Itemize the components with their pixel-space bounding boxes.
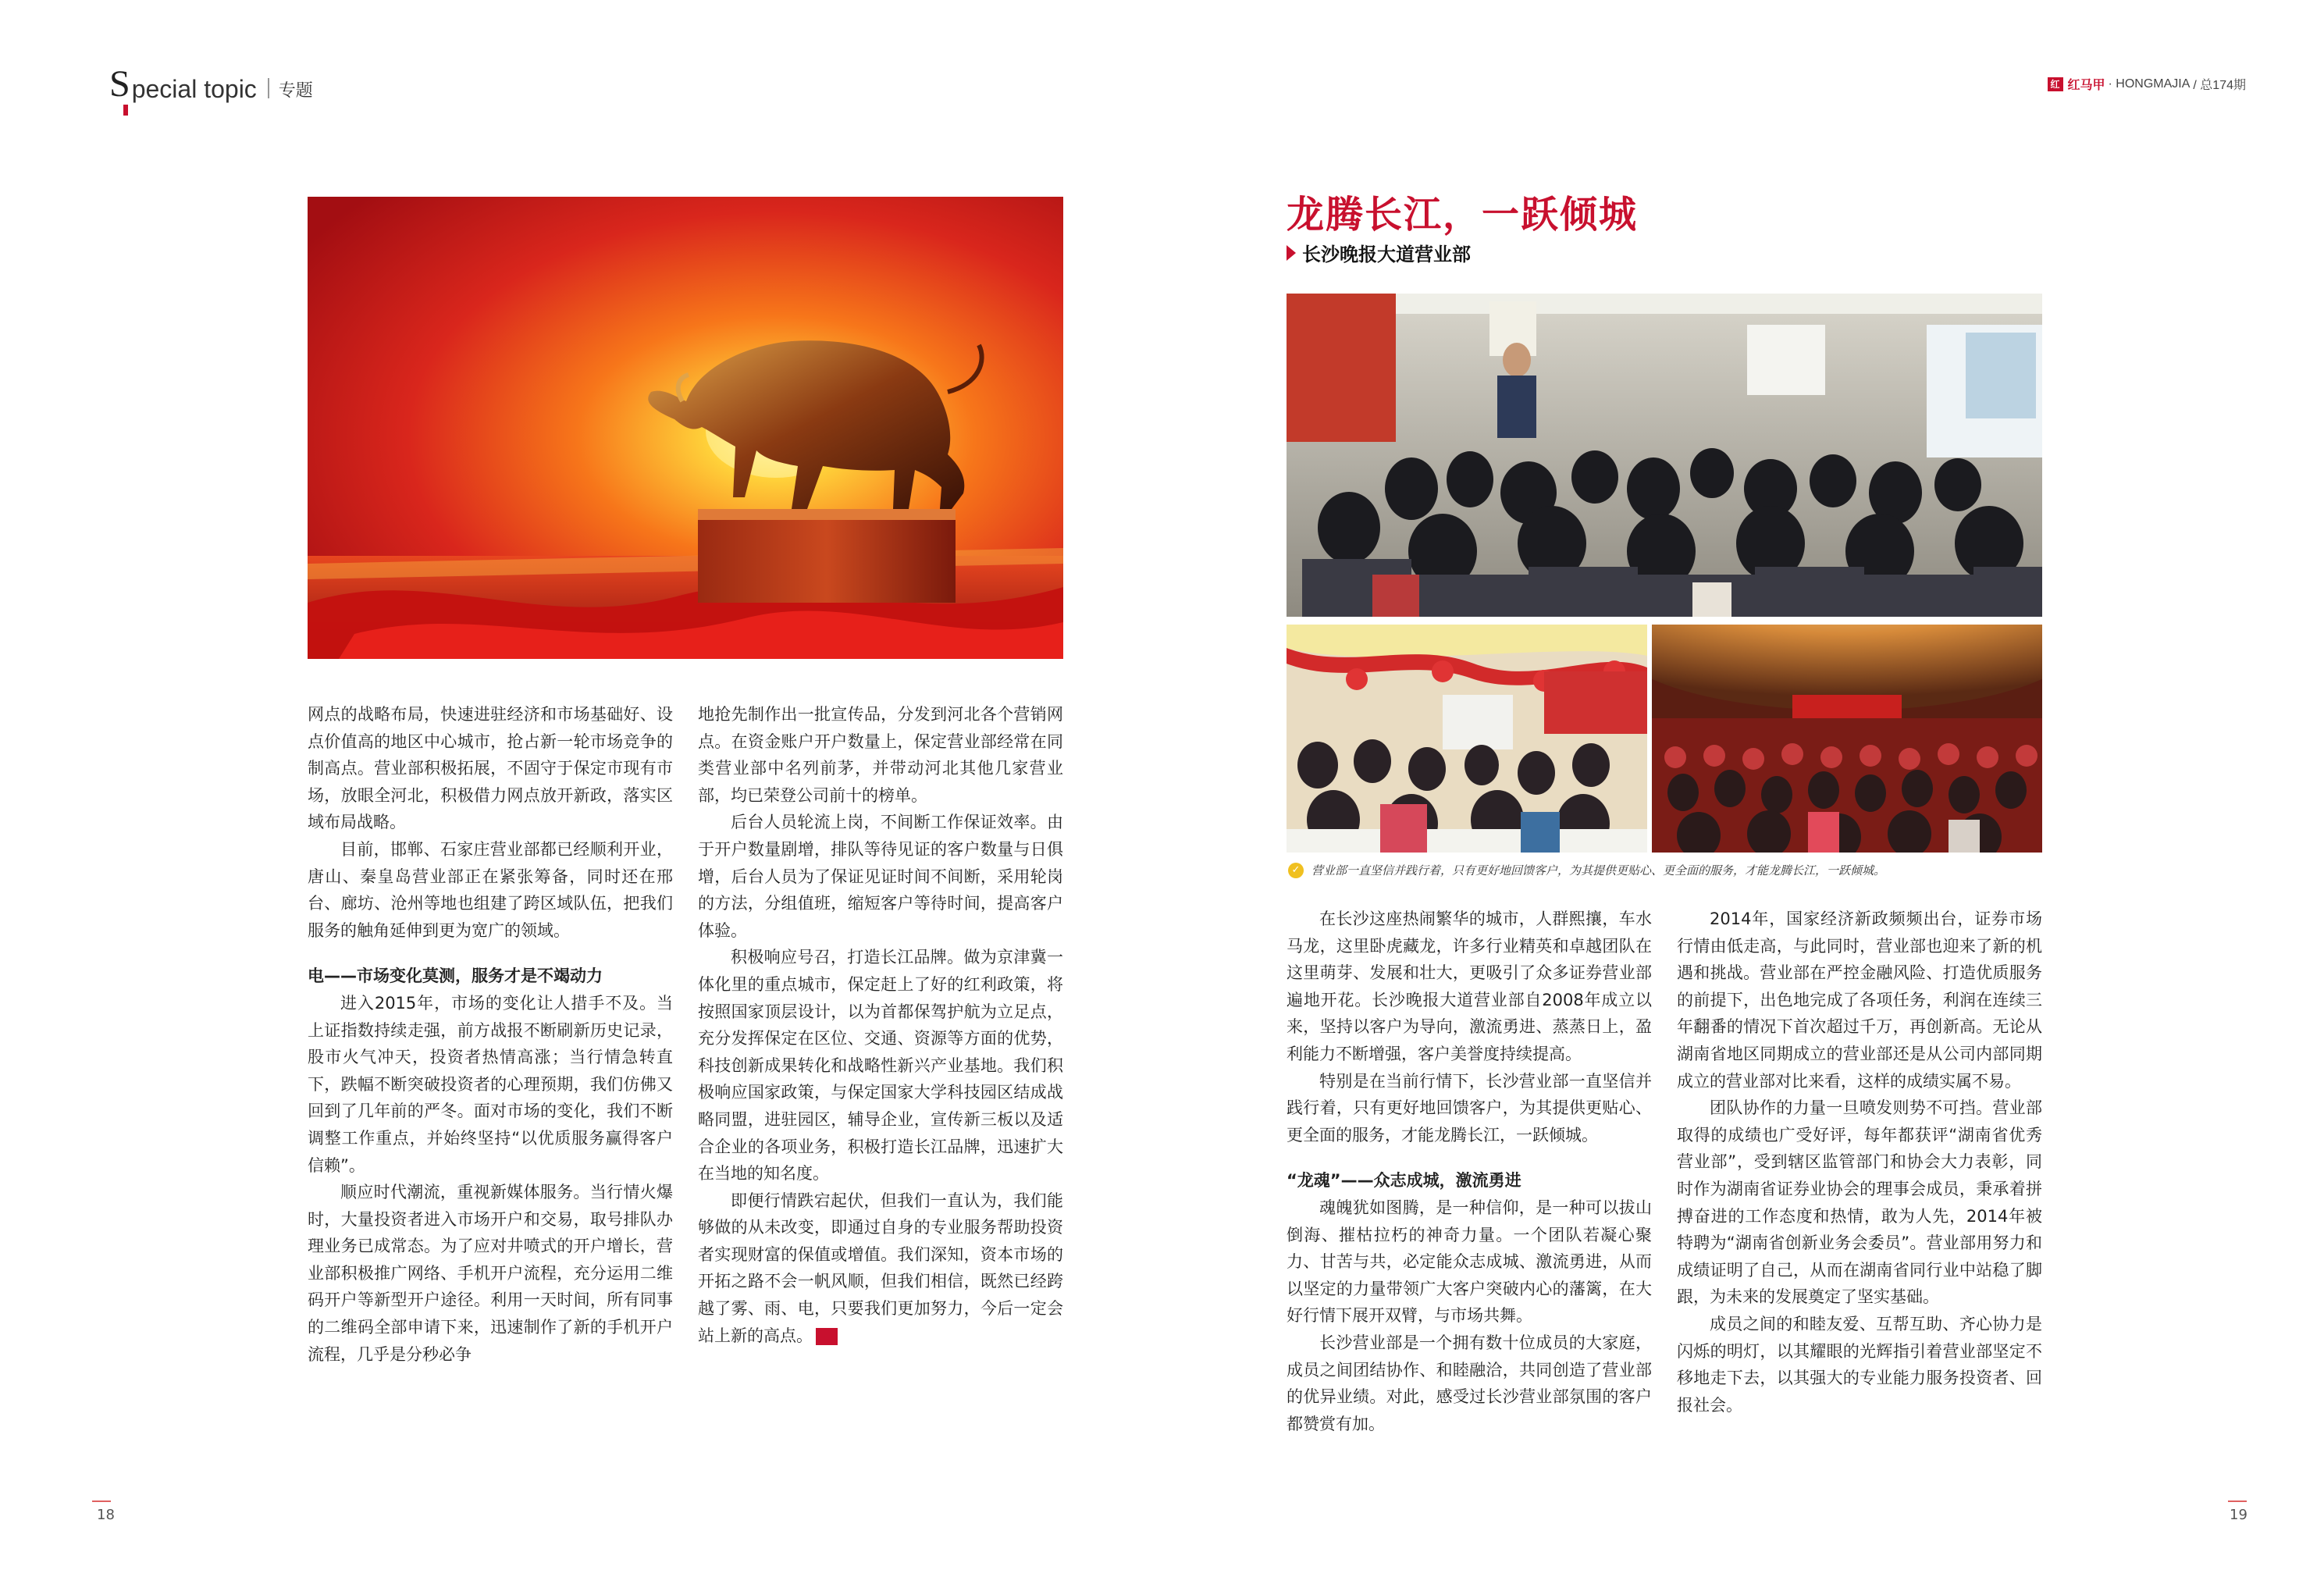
meeting-photo-large xyxy=(1287,294,2042,617)
caption-bullet-icon: ✓ xyxy=(1288,863,1304,878)
red-tick-mark xyxy=(123,105,128,116)
section-header xyxy=(109,56,313,103)
event-hall-photo xyxy=(1287,625,1647,853)
paragraph: 在长沙这座热闹繁华的城市，人群熙攘，车水马龙，这里卧虎藏龙，许多行业精英和卓越团队在这里萌芽、发展和壮大，更吸引了众多证券营业部遍地开花。长沙晚报大道营业部自2008年成立以来，坚持以客户为导向，激流勇进、蒸蒸日上，盈利能力不断增强，客户美誉度持续提高。 xyxy=(1287,910,1652,1063)
bull-statue-image xyxy=(308,197,1063,659)
header-divider xyxy=(268,78,269,98)
paragraph: 即便行情跌宕起伏，但我们一直认为，我们能够做的从未改变，即通过自身的专业服务帮助投资者实现财富的保值或增值。我们深知，资本市场的开拓之路不会一帆风顺，但我们相信，既然已经跨越了雾、雨、电，只要我们更加努力，今后一定会站上新的高点。 红 xyxy=(698,1191,1063,1345)
triangle-bullet-icon xyxy=(1287,245,1296,261)
page-number-mark-right xyxy=(2228,1500,2247,1502)
paragraph: 进入2015年，市场的变化让人措手不及。当上证指数持续走强，前方战报不断刷新历史记录，股市火气冲天，投资者热情高涨；当行情急转直下，跌幅不断突破投资者的心理预期，我们仿佛又回到了几年前的严冬。面对市场的变化，我们不断调整工作重点，并始终坚持“以优质服务赢得客户信赖”。 xyxy=(308,993,673,1175)
left-column-2 xyxy=(698,701,1063,1349)
end-mark-icon: 红 xyxy=(816,1328,838,1345)
right-column-1 xyxy=(1287,906,1652,1437)
paragraph: 成员之间的和睦友爱、互帮互助、齐心协力是闪烁的明灯，以其耀眼的光辉指引着营业部坚定不移地走下去，以其强大的专业能力服务投资者、回报社会。 xyxy=(1677,1314,2042,1415)
brand-en: · HONGMAJIA xyxy=(2108,77,2191,91)
paragraph: 网点的战略布局，快速进驻经济和市场基础好、设点价值高的地区中心城市，抢占新一轮市场竞争的制高点。营业部积极拓展，不固守于保定市现有市场，放眼全河北，积极借力网点放开新政，落实区域布局战略。 xyxy=(308,705,673,832)
paragraph: 地抢先制作出一批宣传品，分发到河北各个营销网点。在资金账户开户数量上，保定营业部经常在同类营业部中名列前茅，并带动河北其他几家营业部，均已荣登公司前十的榜单。 xyxy=(698,705,1063,805)
article-subtitle: 长沙晚报大道营业部 xyxy=(1287,239,1471,266)
page-number-mark-left xyxy=(92,1500,111,1502)
article-title: 龙腾长江，一跃倾城 xyxy=(1287,193,1639,237)
event-hall-illustration xyxy=(1287,625,1647,853)
paragraph: 团队协作的力量一旦喷发则势不可挡。营业部取得的成绩也广受好评，每年都获评“湖南省优秀营业部”，受到辖区监管部门和协会大力表彰，同时作为湖南省证券业协会的理事会成员，秉承着拼搏奋进的工作态度和热情，敢为人先，2014年被特聘为“湖南省创新业务会委员”。营业部用努力和成绩证明了自己，从而在湖南省同行业中站稳了脚跟，为未来的发展奠定了坚实基础。 xyxy=(1677,1098,2042,1307)
page-number-right: 19 xyxy=(2230,1507,2247,1523)
paragraph: 特别是在当前行情下，长沙营业部一直坚信并践行着，只有更好地回馈客户，为其提供更贴心、更全面的服务，才能龙腾长江，一跃倾城。 xyxy=(1287,1071,1652,1144)
brand-logo-icon: 红 xyxy=(2048,77,2063,91)
section-heading: “龙魂”——众志成城，激流勇进 xyxy=(1287,1171,1521,1191)
right-column-2 xyxy=(1677,906,2042,1419)
paragraph: 目前，邯郸、石家庄营业部都已经顺利开业，唐山、秦皇岛营业部正在紧张筹备，同时还在邢台、廊坊、沧州等地也组建了跨区域队伍，把我们服务的触角延伸到更为宽广的领域。 xyxy=(308,839,673,940)
auditorium-photo xyxy=(1652,625,2042,853)
paragraph: 魂魄犹如图腾，是一种信仰，是一种可以拔山倒海、摧枯拉朽的神奇力量。一个团队若凝心聚力、甘苦与共，必定能众志成城、激流勇进，从而以坚定的力量带领广大客户突破内心的藩篱，在大好行情下展开双臂，与市场共舞。 xyxy=(1287,1198,1652,1326)
page-number-left: 18 xyxy=(97,1507,115,1523)
section-name-cn: 专题 xyxy=(278,81,313,101)
photo-caption: ✓ 营业部一直坚信并践行着，只有更好地回馈客户，为其提供更贴心、更全面的服务，才能龙腾长江，一跃倾城。 xyxy=(1288,862,1885,878)
paragraph: 积极响应号召，打造长江品牌。做为京津冀一体化里的重点城市，保定赶上了好的红利政策，将按照国家顶层设计，以为首都保驾护航为立足点，充分发挥保定在区位、交通、资源等方面的优势，科技创新成果转化和战略性新兴产业基地。我们积极响应国家政策，与保定国家大学科技园区结成战略同盟，进驻园区，辅导企业，宣传新三板以及适合企业的各项业务，积极打造长江品牌，迅速扩大在当地的知名度。 xyxy=(698,948,1063,1184)
section-heading: 电——市场变化莫测，服务才是不竭动力 xyxy=(308,966,603,986)
bull-statue-illustration xyxy=(308,197,1063,659)
paragraph: 2014年，国家经济新政频频出台，证券市场行情由低走高，与此同时，营业部也迎来了新的机遇和挑战。营业部在严控金融风险、打造优质服务的前提下，出色地完成了各项任务，利润在连续三年翻番的情况下首次超过千万，再创新高。无论从湖南省地区同期成立的营业部还是从公司内部同期成立的营业部对比来看，这样的成绩实属不易。 xyxy=(1677,910,2042,1091)
brand-name: 红马甲 xyxy=(2067,79,2105,92)
left-column-1 xyxy=(308,701,673,1368)
magazine-brand xyxy=(2048,75,2247,93)
paragraph: 后台人员轮流上岗，不间断工作保证效率。由于开户数量剧增，排队等待见证的客户数量与日俱增，后台人员为了保证见证时间不间断，采用轮岗的方法，分组值班，缩短客户等待时间，提高客户体验。 xyxy=(698,813,1063,940)
section-name: pecial topic xyxy=(131,75,257,103)
meeting-room-illustration xyxy=(1287,294,2042,617)
section-initial: S xyxy=(109,66,130,103)
paragraph: 长沙营业部是一个拥有数十位成员的大家庭，成员之间团结协作、和睦融洽，共同创造了营业部的优异业绩。对此，感受过长沙营业部氛围的客户都赞赏有加。 xyxy=(1287,1333,1652,1433)
auditorium-illustration xyxy=(1652,625,2042,853)
paragraph: 顺应时代潮流，重视新媒体服务。当行情火爆时，大量投资者进入市场开户和交易，取号排队办理业务已成常态。为了应对井喷式的开户增长，营业部积极推广网络、手机开户流程，充分运用二维码开户等新型开户途径。利用一天时间，所有同事的二维码全部申请下来，迅速制作了新的手机开户流程，几乎是分秒必争 xyxy=(308,1183,673,1364)
issue-number: / 总174期 xyxy=(2193,79,2246,92)
